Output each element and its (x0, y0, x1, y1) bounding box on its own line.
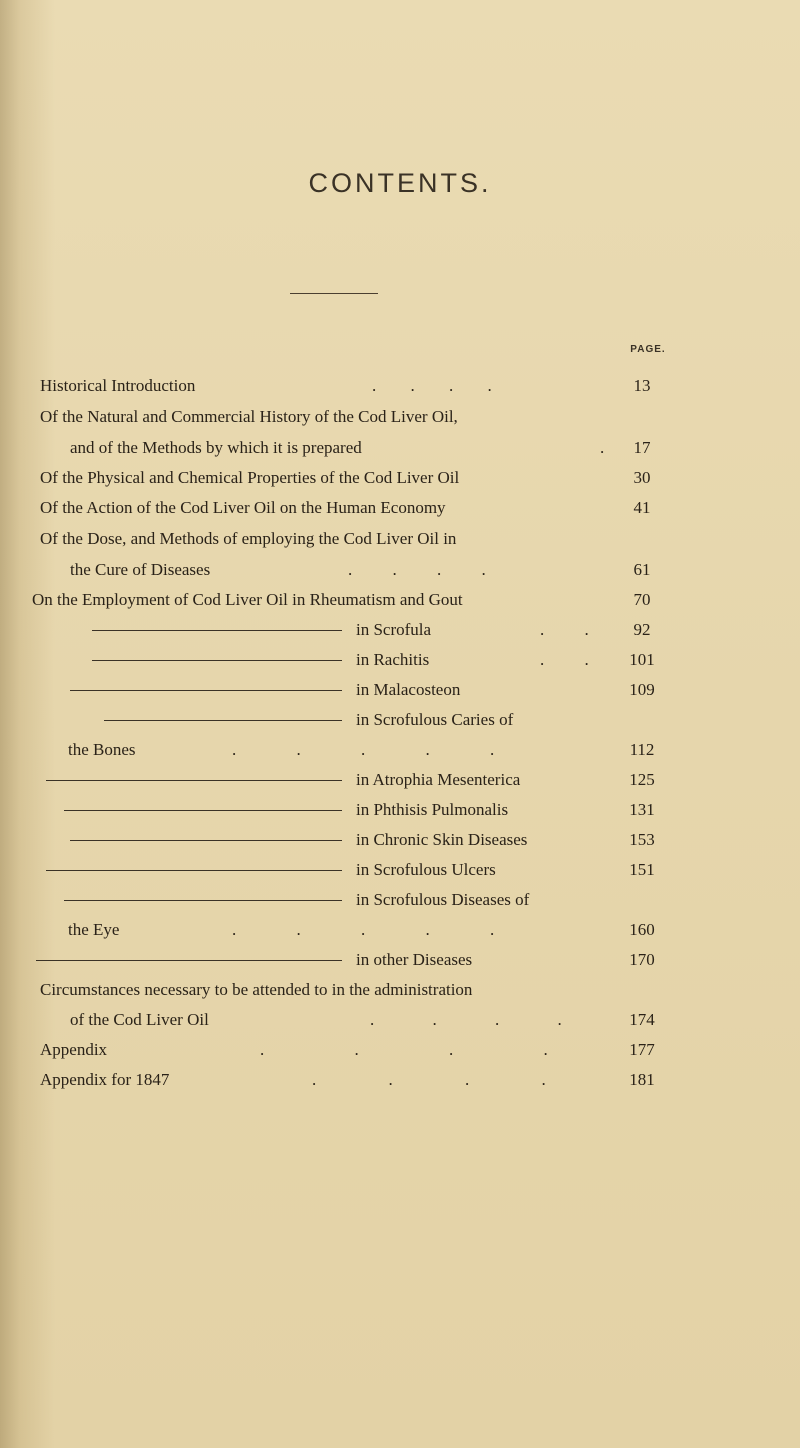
entry-text: in Scrofula (356, 620, 432, 639)
entry-text: the Cure of Diseases (70, 560, 211, 579)
ditto-dash (64, 900, 342, 901)
entry-text: in Scrofulous Caries of (356, 710, 514, 729)
leader-dots: . . (540, 620, 589, 639)
leader-dots: . . . . . (232, 740, 495, 759)
toc-entry-natural-history (0, 405, 800, 429)
ditto-dash (46, 870, 342, 871)
toc-entry-action (0, 496, 800, 520)
toc-entry-rheumatism (0, 588, 800, 612)
toc-entry-rachitis (0, 648, 800, 672)
page-number: 174 (629, 1010, 655, 1029)
toc-entry-chronic-skin (0, 828, 800, 852)
entry-text: the Eye (68, 920, 120, 939)
page-number: 109 (629, 680, 655, 699)
entry-text: in Scrofulous Diseases of (356, 890, 530, 909)
leader-dots: . (600, 438, 605, 457)
entry-text: On the Employment of Cod Liver Oil in Rheumatism and Gout (32, 590, 463, 609)
page-number: 30 (633, 468, 651, 487)
entry-text: Of the Natural and Commercial History of the Cod Liver Oil, (40, 407, 458, 426)
entry-text: Of the Physical and Chemical Properties of the Cod Liver Oil (40, 468, 460, 487)
toc-entry-scrofulous-ulcers (0, 858, 800, 882)
entry-text: in Atrophia Mesenterica (356, 770, 521, 789)
ditto-dash (36, 960, 342, 961)
page-number: 160 (629, 920, 655, 939)
ditto-dash (64, 810, 342, 811)
leader-dots: . . . . (260, 1040, 548, 1059)
toc-entry-appendix-1847 (0, 1068, 800, 1092)
toc-entry-scrofulous-caries (0, 708, 800, 732)
toc-entry-scrofulous-diseases (0, 888, 800, 912)
entry-text: in Scrofulous Ulcers (356, 860, 496, 879)
page-number: 151 (629, 860, 655, 879)
entry-text: and of the Methods by which it is prepared (70, 438, 362, 457)
toc-entry-circumstances-cont (0, 1008, 800, 1032)
entry-text: the Bones (68, 740, 136, 759)
page-number: 125 (629, 770, 655, 789)
page-number: 61 (633, 560, 651, 579)
leader-dots: . . . . . (232, 920, 495, 939)
page-number: 13 (633, 376, 651, 395)
toc-entry-malacosteon (0, 678, 800, 702)
toc-entry-dose (0, 527, 800, 551)
entry-text: Circumstances necessary to be attended to in the administration (40, 980, 473, 999)
toc-entry-circumstances (0, 978, 800, 1002)
page-number: 177 (629, 1040, 655, 1059)
ditto-dash (70, 690, 342, 691)
page-number: 101 (629, 650, 655, 669)
entry-text: Appendix for 1847 (40, 1070, 170, 1089)
ditto-dash (104, 720, 342, 721)
toc-entry-the-bones (0, 738, 800, 762)
leader-dots: . . . . (312, 1070, 546, 1089)
entry-text: Appendix (40, 1040, 108, 1059)
toc-entry-phthisis (0, 798, 800, 822)
toc-entry-the-eye (0, 918, 800, 942)
leader-dots: . . . . (348, 560, 486, 579)
page-number: 41 (633, 498, 651, 517)
toc-entry-other-diseases (0, 948, 800, 972)
toc-entry-atrophia (0, 768, 800, 792)
page-number: 181 (629, 1070, 655, 1089)
title-rule (290, 293, 378, 294)
entry-text: in Chronic Skin Diseases (356, 830, 528, 849)
page-number: 112 (629, 740, 655, 759)
toc-entry-historical-introduction (0, 374, 800, 398)
page-column-header: PAGE. (630, 344, 666, 355)
toc-entry-appendix (0, 1038, 800, 1062)
entry-text: in Rachitis (356, 650, 430, 669)
ditto-dash (92, 630, 342, 631)
entry-text: in Malacosteon (356, 680, 461, 699)
toc-entry-natural-history-cont (0, 436, 800, 460)
leader-dots: . . . . (372, 376, 492, 395)
ditto-dash (70, 840, 342, 841)
entry-text: Historical Introduction (40, 376, 196, 395)
page-number: 153 (629, 830, 655, 849)
page-number: 131 (629, 800, 655, 819)
entry-text: of the Cod Liver Oil (70, 1010, 209, 1029)
toc-entry-scrofula (0, 618, 800, 642)
page-number: 92 (633, 620, 651, 639)
page-number: 170 (629, 950, 655, 969)
ditto-dash (92, 660, 342, 661)
entry-text: in Phthisis Pulmonalis (356, 800, 509, 819)
leader-dots: . . . . (370, 1010, 562, 1029)
ditto-dash (46, 780, 342, 781)
toc-entry-dose-cont (0, 558, 800, 582)
page-title: CONTENTS. (308, 168, 492, 198)
leader-dots: . . (540, 650, 589, 669)
page-number: 70 (633, 590, 651, 609)
entry-text: in other Diseases (356, 950, 473, 969)
toc-entry-physical-chemical (0, 466, 800, 490)
entry-text: Of the Action of the Cod Liver Oil on the Human Economy (40, 498, 446, 517)
page-number: 17 (633, 438, 651, 457)
entry-text: Of the Dose, and Methods of employing the Cod Liver Oil in (40, 529, 457, 548)
